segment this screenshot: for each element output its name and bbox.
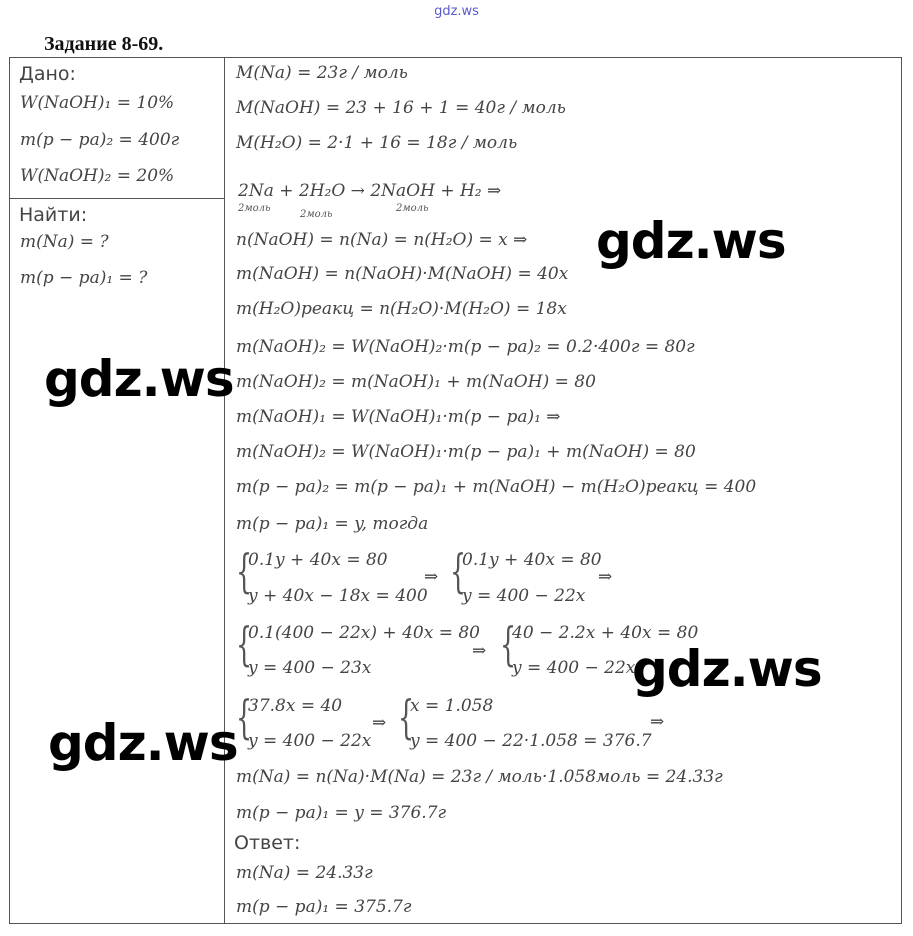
system-brace: { bbox=[236, 544, 253, 598]
solution-line: M(H₂O) = 2·1 + 16 = 18г / моль bbox=[236, 133, 518, 153]
implies-arrow: ⇒ bbox=[372, 713, 387, 733]
reaction-mole-note: 2моль bbox=[238, 203, 271, 214]
solution-line: m(NaOH)₁ = W(NaOH)₁·m(p − pa)₁ ⇒ bbox=[236, 407, 561, 427]
solution-line: m(H₂O)реакц = n(H₂O)·M(H₂O) = 18x bbox=[236, 299, 567, 319]
answer-line: m(p − pa)₁ = 375.7г bbox=[236, 897, 412, 917]
system-brace: { bbox=[398, 690, 415, 744]
system-equation: y = 400 − 22x bbox=[462, 586, 586, 606]
frame-left-border bbox=[9, 57, 10, 924]
given-item: m(p − pa)₂ = 400г bbox=[20, 130, 180, 150]
system-brace: { bbox=[236, 690, 253, 744]
find-item: m(Na) = ? bbox=[20, 232, 109, 252]
watermark: gdz.ws bbox=[596, 212, 786, 270]
solution-line: n(NaOH) = n(Na) = n(H₂O) = x ⇒ bbox=[236, 230, 528, 250]
answer-line: m(Na) = 24.33г bbox=[236, 863, 373, 883]
system-equation: 37.8x = 40 bbox=[248, 696, 343, 716]
system-brace: { bbox=[450, 544, 467, 598]
system-equation: 0.1y + 40x = 80 bbox=[248, 550, 388, 570]
solution-line: m(NaOH) = n(NaOH)·M(NaOH) = 40x bbox=[236, 264, 569, 284]
solution-line: M(NaOH) = 23 + 16 + 1 = 40г / моль bbox=[236, 98, 566, 118]
system-brace: { bbox=[236, 617, 253, 671]
frame-bottom-border bbox=[9, 923, 902, 924]
system-equation: 0.1y + 40x = 80 bbox=[462, 550, 602, 570]
solution-line: m(Na) = n(Na)·M(Na) = 23г / моль·1.058моль = 24.33г bbox=[236, 767, 723, 787]
reaction-equation: 2Na + 2H₂O → 2NaOH + H₂ ⇒ bbox=[238, 181, 502, 201]
given-item: W(NaOH)₁ = 10% bbox=[20, 93, 175, 113]
system-equation: y + 40x − 18x = 400 bbox=[248, 586, 428, 606]
system-equation: 40 − 2.2x + 40x = 80 bbox=[512, 623, 699, 643]
watermark: gdz.ws bbox=[44, 350, 234, 408]
solution-line: m(p − pa)₁ = y, тогда bbox=[236, 514, 429, 534]
implies-arrow: ⇒ bbox=[424, 567, 439, 587]
reaction-mole-note: 2моль bbox=[300, 209, 333, 220]
site-name[interactable]: gdz.ws bbox=[434, 4, 479, 19]
watermark: gdz.ws bbox=[632, 640, 822, 698]
system-equation: 0.1(400 − 22x) + 40x = 80 bbox=[248, 623, 480, 643]
given-find-divider bbox=[9, 198, 225, 199]
implies-arrow: ⇒ bbox=[650, 712, 665, 732]
find-header: Найти: bbox=[19, 204, 88, 226]
column-divider bbox=[224, 57, 225, 924]
system-equation: y = 400 − 22x bbox=[512, 658, 636, 678]
given-header: Дано: bbox=[19, 63, 76, 85]
given-item: W(NaOH)₂ = 20% bbox=[20, 166, 175, 186]
system-equation: x = 1.058 bbox=[410, 696, 494, 716]
system-equation: y = 400 − 22·1.058 = 376.7 bbox=[410, 731, 652, 751]
find-item: m(p − pa)₁ = ? bbox=[20, 268, 148, 288]
system-brace: { bbox=[500, 617, 517, 671]
task-title: Задание 8-69. bbox=[44, 33, 164, 55]
answer-header: Ответ: bbox=[234, 832, 301, 854]
solution-line: M(Na) = 23г / моль bbox=[236, 63, 408, 83]
frame-top-border bbox=[9, 57, 902, 58]
frame-right-border bbox=[901, 57, 902, 924]
system-equation: y = 400 − 22x bbox=[248, 731, 372, 751]
implies-arrow: ⇒ bbox=[598, 567, 613, 587]
reaction-mole-note: 2моль bbox=[396, 203, 429, 214]
solution-line: m(NaOH)₂ = W(NaOH)₁·m(p − pa)₁ + m(NaOH) = 80 bbox=[236, 442, 696, 462]
solution-line: m(p − pa)₂ = m(p − pa)₁ + m(NaOH) − m(H₂O)реакц = 400 bbox=[236, 477, 757, 497]
solution-line: m(NaOH)₂ = W(NaOH)₂·m(p − pa)₂ = 0.2·400г = 80г bbox=[236, 337, 695, 357]
system-equation: y = 400 − 23x bbox=[248, 658, 372, 678]
solution-line: m(NaOH)₂ = m(NaOH)₁ + m(NaOH) = 80 bbox=[236, 372, 596, 392]
solution-line: m(p − pa)₁ = y = 376.7г bbox=[236, 803, 447, 823]
watermark: gdz.ws bbox=[48, 714, 238, 772]
implies-arrow: ⇒ bbox=[472, 641, 487, 661]
